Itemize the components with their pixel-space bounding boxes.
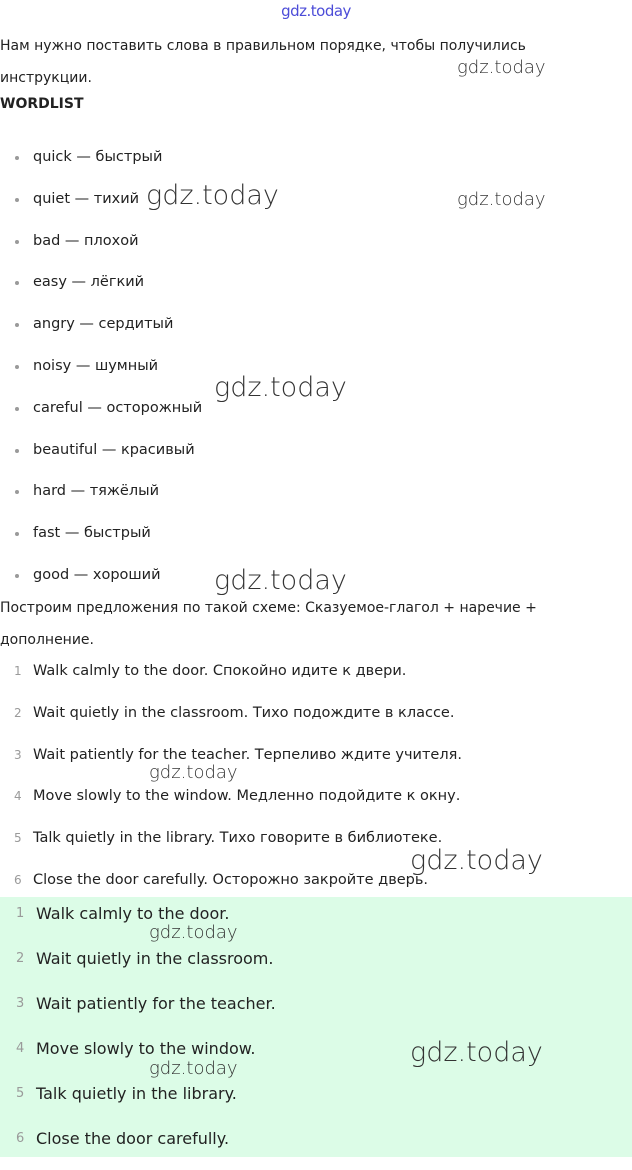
item-number: 3 bbox=[14, 747, 22, 762]
list-item bbox=[0, 555, 202, 597]
bullet-icon bbox=[15, 449, 19, 453]
list-item bbox=[0, 693, 462, 735]
bullet-icon bbox=[15, 198, 19, 202]
answer-text: Talk quietly in the library. bbox=[36, 1084, 237, 1103]
sentence-list bbox=[0, 651, 462, 902]
list-item bbox=[0, 221, 202, 263]
watermark: gdz.today bbox=[214, 372, 347, 403]
list-item bbox=[0, 304, 202, 346]
sentence-text: Close the door carefully. Осторожно закройте дверь. bbox=[33, 871, 429, 888]
bullet-icon bbox=[15, 365, 19, 369]
bullet-icon bbox=[15, 240, 19, 244]
item-number: 4 bbox=[16, 1041, 25, 1056]
item-number: 4 bbox=[14, 789, 22, 804]
watermark: gdz.today bbox=[149, 1058, 238, 1079]
watermark: gdz.today bbox=[149, 922, 238, 943]
answer-list bbox=[0, 900, 276, 1170]
bullet-icon bbox=[15, 281, 19, 285]
sentence-text: Talk quietly in the library. Тихо говорите в библиотеке. bbox=[33, 830, 443, 847]
watermark: gdz.today bbox=[457, 57, 546, 78]
item-number: 2 bbox=[16, 951, 25, 966]
bullet-icon bbox=[15, 407, 19, 411]
answer-box bbox=[0, 897, 632, 1157]
watermark: gdz.today bbox=[146, 180, 279, 211]
site-logo[interactable]: gdz.today bbox=[281, 2, 351, 20]
bullet-icon bbox=[15, 156, 19, 160]
answer-text: Wait quietly in the classroom. bbox=[36, 949, 274, 968]
list-item bbox=[0, 513, 202, 555]
list-item bbox=[0, 1125, 276, 1170]
bullet-icon bbox=[15, 532, 19, 536]
item-number: 5 bbox=[14, 831, 22, 846]
word-entry: angry — сердитый bbox=[33, 316, 174, 333]
word-entry: bad — плохой bbox=[33, 232, 139, 249]
watermark: gdz.today bbox=[410, 1037, 543, 1068]
watermark: gdz.today bbox=[149, 762, 238, 783]
list-item bbox=[0, 900, 276, 945]
list-item bbox=[0, 818, 462, 860]
word-entry: hard — тяжёлый bbox=[33, 483, 159, 500]
wordlist bbox=[0, 137, 202, 597]
answer-text: Walk calmly to the door. bbox=[36, 904, 230, 923]
list-item bbox=[0, 346, 202, 388]
sentence-text: Wait patiently for the teacher. Терпеливо ждите учителя. bbox=[33, 746, 462, 763]
list-item bbox=[0, 137, 202, 179]
list-item bbox=[0, 1080, 276, 1125]
sentence-text: Walk calmly to the door. Спокойно идите к двери. bbox=[33, 663, 407, 679]
list-item bbox=[0, 860, 462, 902]
intro-text: Нам нужно поставить слова в правильном порядке, чтобы получились инструкции. bbox=[0, 38, 526, 86]
item-number: 2 bbox=[14, 705, 22, 720]
item-number: 1 bbox=[16, 906, 25, 921]
bullet-icon bbox=[15, 574, 19, 578]
item-number: 3 bbox=[16, 996, 25, 1011]
answer-text: Move slowly to the window. bbox=[36, 1039, 256, 1058]
list-item bbox=[0, 471, 202, 513]
list-item bbox=[0, 651, 462, 693]
watermark: gdz.today bbox=[214, 565, 347, 596]
list-item bbox=[0, 388, 202, 430]
word-entry: easy — лёгкий bbox=[33, 274, 145, 291]
bullet-icon bbox=[15, 323, 19, 327]
word-entry: noisy — шумный bbox=[33, 357, 159, 374]
wordlist-heading: WORDLIST bbox=[0, 96, 84, 112]
list-item bbox=[0, 179, 202, 221]
item-number: 6 bbox=[16, 1131, 25, 1146]
list-item bbox=[0, 262, 202, 304]
word-entry: beautiful — красивый bbox=[33, 441, 195, 458]
watermark: gdz.today bbox=[410, 845, 543, 876]
item-number: 6 bbox=[14, 872, 22, 887]
answer-text: Wait patiently for the teacher. bbox=[36, 994, 276, 1013]
scheme-text: Построим предложения по такой схеме: Сказуемое-глагол + наречие + дополнение. bbox=[0, 600, 537, 648]
word-entry: quiet — тихий bbox=[33, 190, 140, 207]
list-item bbox=[0, 990, 276, 1035]
answer-text: Close the door carefully. bbox=[36, 1129, 230, 1148]
sentence-text: Wait quietly in the classroom. Тихо подождите в классе. bbox=[33, 704, 455, 721]
sentence-text: Move slowly to the window. Медленно подойдите к окну. bbox=[33, 788, 461, 805]
word-entry: quick — быстрый bbox=[33, 149, 163, 165]
list-item bbox=[0, 945, 276, 990]
bullet-icon bbox=[15, 490, 19, 494]
watermark: gdz.today bbox=[457, 189, 546, 210]
list-item bbox=[0, 1035, 276, 1080]
word-entry: fast — быстрый bbox=[33, 525, 151, 542]
item-number: 5 bbox=[16, 1086, 25, 1101]
list-item bbox=[0, 430, 202, 472]
list-item bbox=[0, 776, 462, 818]
word-entry: careful — осторожный bbox=[33, 399, 203, 416]
word-entry: good — хороший bbox=[33, 566, 161, 583]
list-item bbox=[0, 735, 462, 777]
item-number: 1 bbox=[14, 664, 22, 678]
